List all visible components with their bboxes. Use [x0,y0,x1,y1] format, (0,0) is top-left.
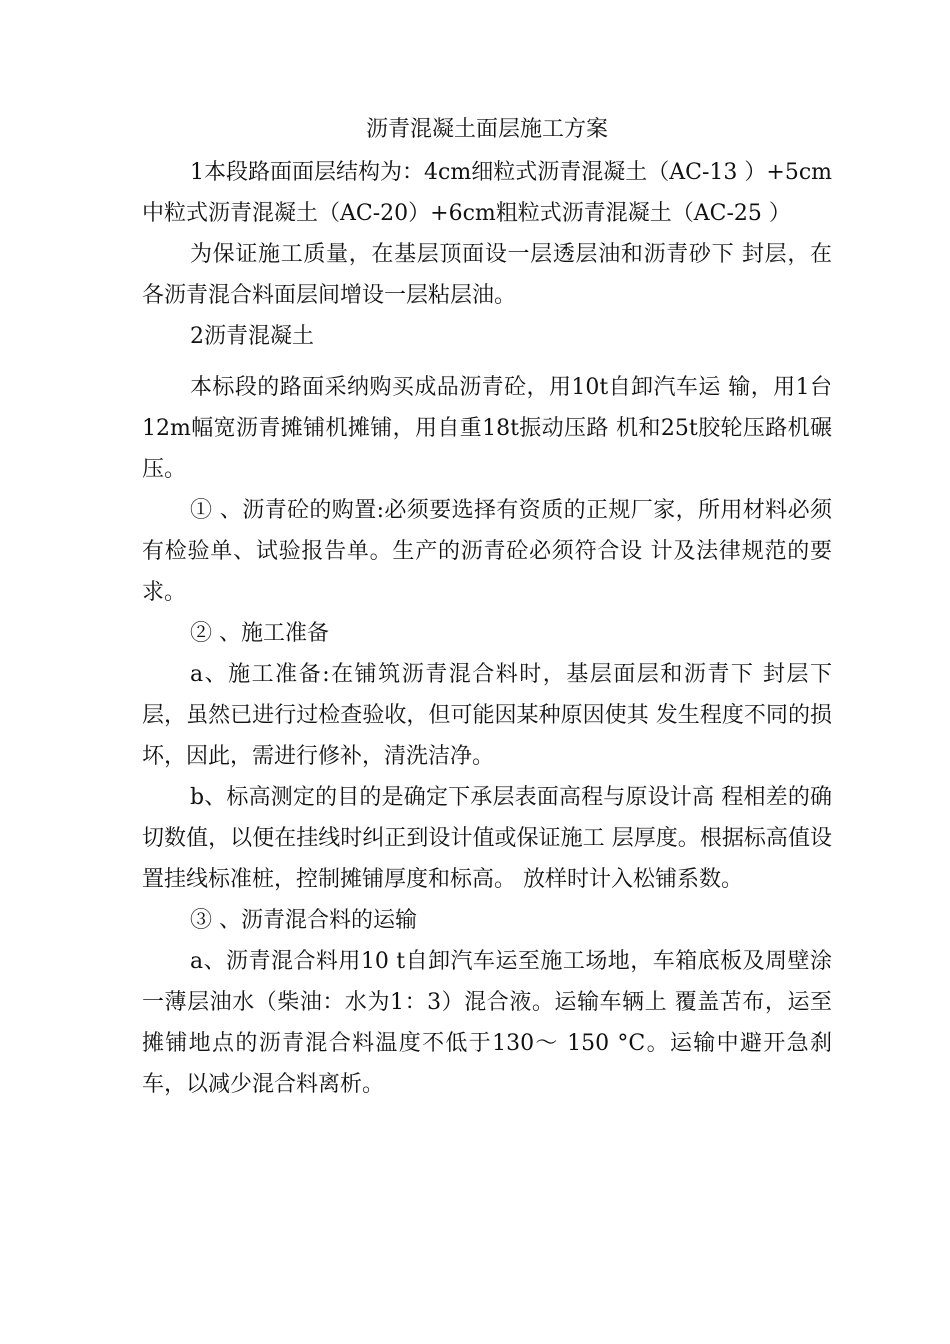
section-heading-asphalt-concrete: 2沥青混凝土 [190,324,314,349]
paragraph-quality-assurance: 为保证施工质量，在基层顶面设一层透层油和沥青砂下 封层，在各沥青混合料面层间增设一层粘层油。 [142,242,832,308]
subheading-transport: ③ 、沥青混合料的运输 [190,908,417,933]
document-page [142,110,832,1105]
document-title: 沥青混凝土面层施工方案 [365,117,608,142]
paragraph-transport-a: a、沥青混合料用10 t自卸汽车运至施工场地，车箱底板及周壁涂一薄层油水（柴油：水为1：3）混合液。运输车辆上 覆盖苫布，运至摊铺地点的沥青混合料温度不低于130〜 150 °C。运输中避开急刹车，以减少混合料离析。 [142,949,832,1097]
paragraph-pavement-structure: 1本段路面面层结构为：4cm细粒式沥青混凝土（AC-13 ）+5cm 中粒式沥青混凝土（AC-20）+6cm粗粒式沥青混凝土（AC-25 ） [142,160,832,226]
paragraph-procurement: ① 、沥青砼的购置:必须要选择有资质的正规厂家，所用材料必须有检验单、试验报告单。生产的沥青砼必须符合设 计及法律规范的要求。 [142,498,832,605]
paragraph-preparation-b: b、标高测定的目的是确定下承层表面高程与原设计高 程相差的确切数值，以便在挂线时纠正到设计值或保证施工 层厚度。根据标高值设置挂线标准桩，控制摊铺厚度和标高。 放样时计入松铺系数。 [142,785,832,892]
paragraph-paving-method: 本标段的路面采纳购买成品沥青砼，用10t自卸汽车运 输，用1台12m幅宽沥青摊铺机摊铺，用自重18t振动压路 机和25t胶轮压路机碾压。 [142,375,832,482]
subheading-construction-preparation: ② 、施工准备 [190,621,329,646]
paragraph-preparation-a: a、施工准备:在铺筑沥青混合料时，基层面层和沥青下 封层下层，虽然已进行过检查验收，但可能因某种原因使其 发生程度不同的损坏，因此，需进行修补，清洗洁净。 [142,662,832,769]
